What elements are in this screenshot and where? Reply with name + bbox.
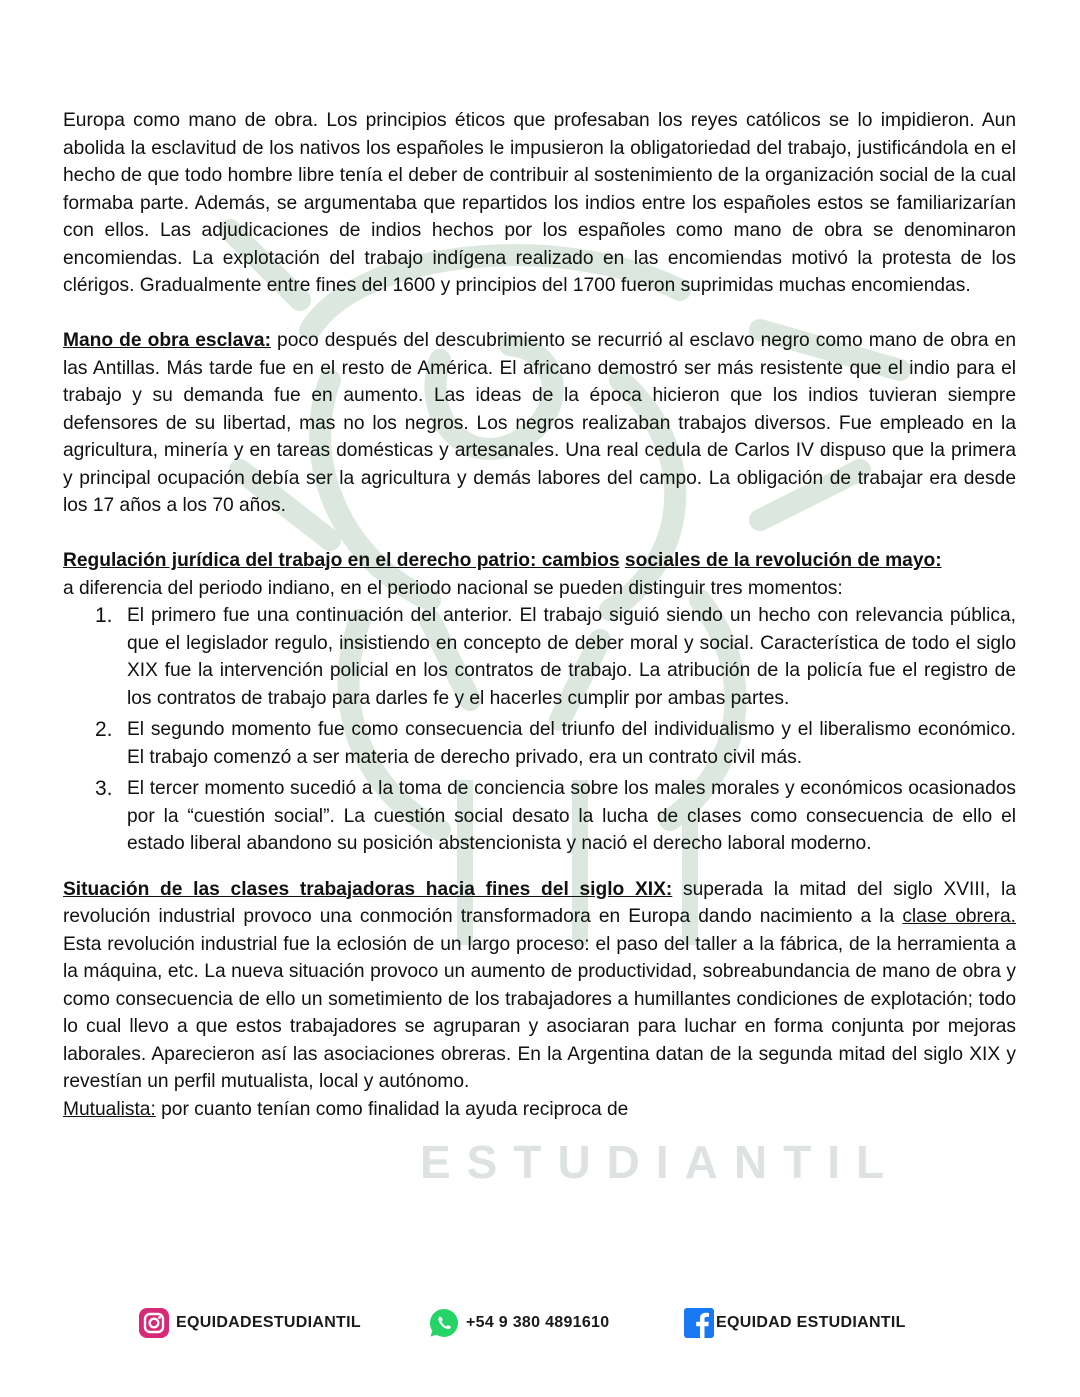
footer-social-bar [0, 1303, 1080, 1343]
whatsapp-icon [428, 1307, 460, 1339]
paragraph-regulacion-juridica [63, 547, 1016, 602]
footer-whatsapp[interactable] [428, 1303, 609, 1343]
list-item-number: 2. [95, 718, 113, 741]
whatsapp-number: +54 9 380 4891610 [466, 1314, 610, 1331]
facebook-page-name: EQUIDAD ESTUDIANTIL [716, 1314, 906, 1331]
footer-instagram[interactable] [138, 1303, 361, 1343]
heading-situacion-clases: Situación de las clases trabajadoras hacia fines del siglo XIX: [63, 878, 673, 900]
instagram-handle: EQUIDADESTUDIANTIL [176, 1314, 361, 1331]
watermark-text: ESTUDIANTIL [420, 1136, 901, 1188]
list-item-number: 3. [95, 777, 113, 800]
text-situacion-a: superada la mitad del siglo XVIII, la revolución industrial provoco una conmoción transformadora en Europa dando nacimiento a la [63, 878, 1016, 927]
text-situacion-b: Esta revolución industrial fue la eclosión de un largo proceso: el paso del taller a la fábrica, de la herramienta a la máquina, etc. La nueva situación provoco un aumento de productividad, sobreabundancia de mano de obra y como consecuencia de ello un sometimiento de los trabajadores a humillantes condiciones de explotación; todo lo cual llevo a que estos trabajadores se agruparan y asociaran para luchar en forma conjunta por mejoras laborales. Aparecieron así las asociaciones obreras. En la Argentina datan de la segunda mitad del siglo XIX y revestían un perfil mutualista, local y autónomo. [63, 933, 1016, 1092]
list-item [95, 602, 1016, 712]
text-regulacion-intro: a diferencia del periodo indiano, en el periodo nacional se pueden distinguir tres momentos: [63, 577, 843, 599]
list-tres-momentos [63, 602, 1016, 858]
text-mutualista: por cuanto tenían como finalidad la ayuda reciproca de [155, 1098, 629, 1120]
paragraph-mano-de-obra-esclava [63, 327, 1016, 520]
list-item-text: El tercer momento sucedió a la toma de conciencia sobre los males morales y económicos ocasionados por la “cuestión social”. La cuestión social desato la lucha de clases como consecuencia de ello el estado liberal abandono su posición abstencionista y nació el derecho laboral moderno. [127, 778, 1016, 854]
footer-facebook[interactable] [684, 1303, 906, 1343]
list-item-text: El primero fue una continuación del anterior. El trabajo siguió siendo un hecho con relevancia pública, que el legislador regulo, insistiendo en concepto de deber moral y social. Característica de todo el siglo XIX fue la intervención policial en los contratos de trabajo. La atribución de la policía fue el registro de los contratos de trabajo para darles fe y el hacerles cumplir por ambas partes. [127, 605, 1016, 709]
list-item [95, 775, 1016, 858]
list-item-text: El segundo momento fue como consecuencia del triunfo del individualismo y el liberalismo económico. El trabajo comenzó a ser materia de derecho privado, era un contrato civil más. [127, 719, 1016, 768]
facebook-icon [684, 1308, 714, 1338]
paragraph-mutualista [63, 1096, 1016, 1124]
paragraph-encomiendas: Europa como mano de obra. Los principios éticos que profesaban los reyes católicos se lo impidieron. Aun abolida la esclavitud de los nativos los españoles le impusieron la obligatoriedad del trabajo, justificándola en el hecho de que todo hombre libre tenía el deber de contribuir al sostenimiento de la organización social de la cual formaba parte. Además, se argumentaba que repartidos los indios entre los españoles estos se familiarizarían con ellos. Las adjudicaciones de indios hechos por los españoles como mano de obra se denominaron encomiendas. La explotación del trabajo indígena realizado en las encomiendas motivó la protesta de los clérigos. Gradualmente entre fines del 1600 y principios del 1700 fueron suprimidas muchas encomiendas. [63, 110, 1016, 296]
paragraph-situacion-clases [63, 876, 1016, 1096]
heading-cambios-sociales: sociales de la revolución de mayo: [624, 550, 942, 571]
heading-mutualista: Mutualista: [63, 1098, 156, 1120]
instagram-icon [138, 1307, 170, 1339]
list-item-number: 1. [95, 604, 113, 627]
heading-regulacion-juridica: Regulación jurídica del trabajo en el derecho patrio: cambios [63, 550, 620, 571]
document-page [63, 107, 1016, 1123]
list-item [95, 716, 1016, 771]
text-mano-de-obra-esclava: poco después del descubrimiento se recurrió al esclavo negro como mano de obra en las Antillas. Más tarde fue en el resto de América. El africano demostró ser más resistente que el indio para el trabajo y su demanda fue en aumento. Las ideas de la época hicieron que los indios tuvieran siempre defensores de su libertad, mas no los negros. Los negros realizaban trabajos diversos. Fue empleado en la agricultura, minería y en tareas domésticas y artesanales. Una real cedula de Carlos IV dispuso que la primera y principal ocupación debía ser la agricultura y demás labores del campo. La obligación de trabajar era desde los 17 años a los 70 años. [63, 330, 1016, 516]
term-clase-obrera: clase obrera. [902, 906, 1016, 927]
heading-mano-de-obra-esclava: Mano de obra esclava: [63, 330, 271, 351]
